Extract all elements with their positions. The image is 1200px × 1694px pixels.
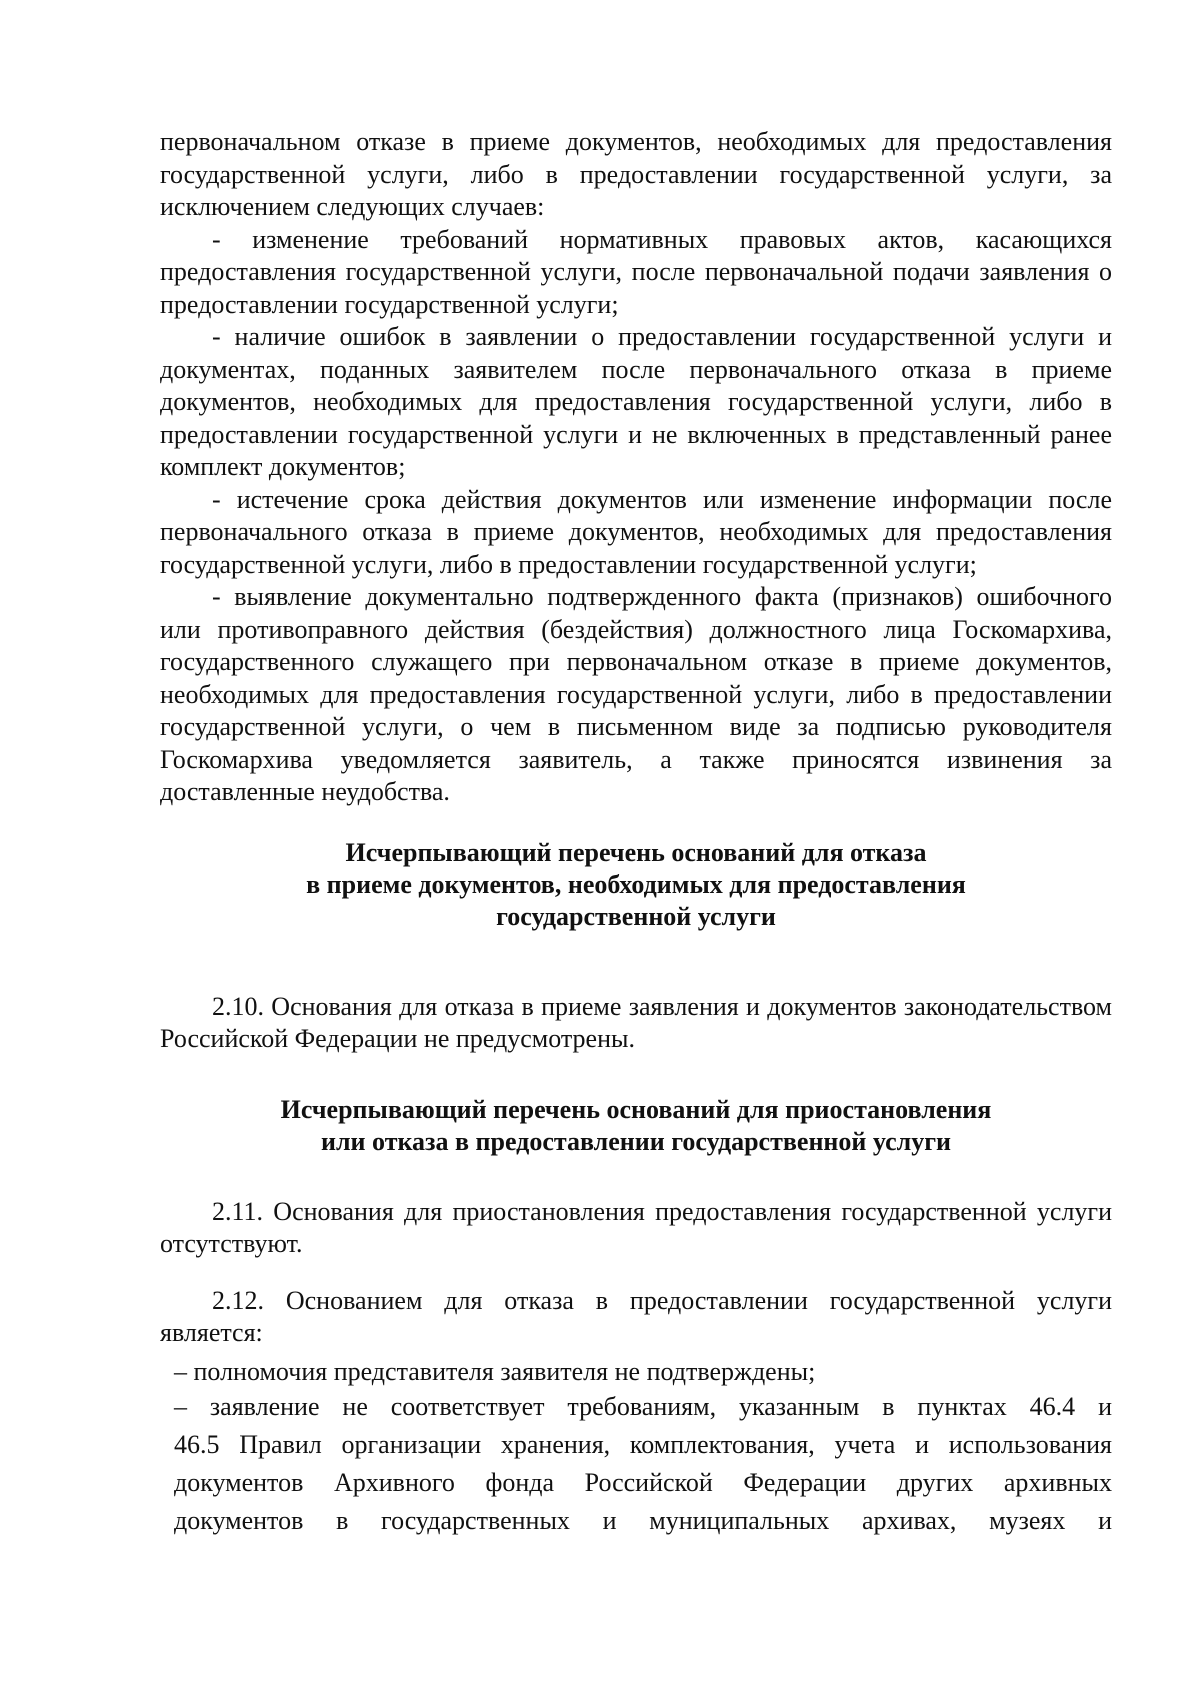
spacer [160,1056,1112,1094]
spacer [160,933,1112,991]
list-item-application-requirements [160,1388,1112,1540]
section-heading-suspension-refusal [160,1094,1112,1158]
list-item-representative: – полномочия представителя заявителя не подтверждены; [174,1356,816,1386]
paragraph-2-11: 2.11. Основания для приостановления предоставления государственной услуги отсутствуют. [160,1196,1112,1258]
paragraph-case-2: - наличие ошибок в заявлении о предоставлении государственной услуги и документах, поданных заявителем после первоначального отказа в приеме документов, необходимых для предоставления государственной услуги, либо в предоставлении государственной услуги и не включенных в представленный ранее комплект документов; [160,322,1112,481]
spacer [160,1261,1112,1285]
heading-line: в приеме документов, необходимых для предоставления [306,869,966,899]
text-line: документов Архивного фонда Российской Федерации других архивных [174,1468,1112,1497]
paragraph-case-4: - выявление документально подтвержденного факта (признаков) ошибочного или противоправного действия (бездействия) должностного лица Госкомархива, государственного служащего при первоначальном отказе в приеме документов, необходимых для предоставления государственной услуги, либо в предоставлении государственной услуги, о чем в письменном виде за подписью руководителя Госкомархива уведомляется заявитель, а также приносятся извинения за доставленные неудобства. [160,582,1112,806]
paragraph-2-12: 2.12. Основанием для отказа в предоставлении государственной услуги является: [160,1285,1112,1347]
paragraph-continuation: первоначальном отказе в приеме документов, необходимых для предоставления государственной услуги, либо в предоставлении государственной услуги, за исключением следующих случаев: [160,127,1112,221]
spacer [160,809,1112,837]
text-line: документов в государственных и муниципальных архивах, музеях и [174,1506,1112,1535]
text-line: 46.5 Правил организации хранения, комплектования, учета и использования [174,1430,1112,1459]
section-heading-refusal-documents [160,837,1112,933]
heading-line: Исчерпывающий перечень оснований для отказа [345,837,927,867]
heading-line: государственной услуги [496,901,776,931]
paragraph-case-1: - изменение требований нормативных правовых актов, касающихся предоставления государственной услуги, после первоначальной подачи заявления о предоставлении государственной услуги; [160,224,1112,319]
spacer [160,1158,1112,1196]
paragraph-2-10: 2.10. Основания для отказа в приеме заявления и документов законодательством Российской Федерации не предусмотрены. [160,991,1112,1053]
paragraph-case-3: - истечение срока действия документов или изменение информации после первоначального отказа в приеме документов, необходимых для предоставления государственной услуги, либо в предоставлении государственной услуги; [160,484,1112,579]
heading-line: или отказа в предоставлении государственной услуги [320,1126,952,1156]
heading-line: Исчерпывающий перечень оснований для приостановления [280,1094,992,1124]
document-body [160,126,1112,1540]
text-line: – заявление не соответствует требованиям, указанным в пунктах 46.4 и [174,1392,1112,1421]
